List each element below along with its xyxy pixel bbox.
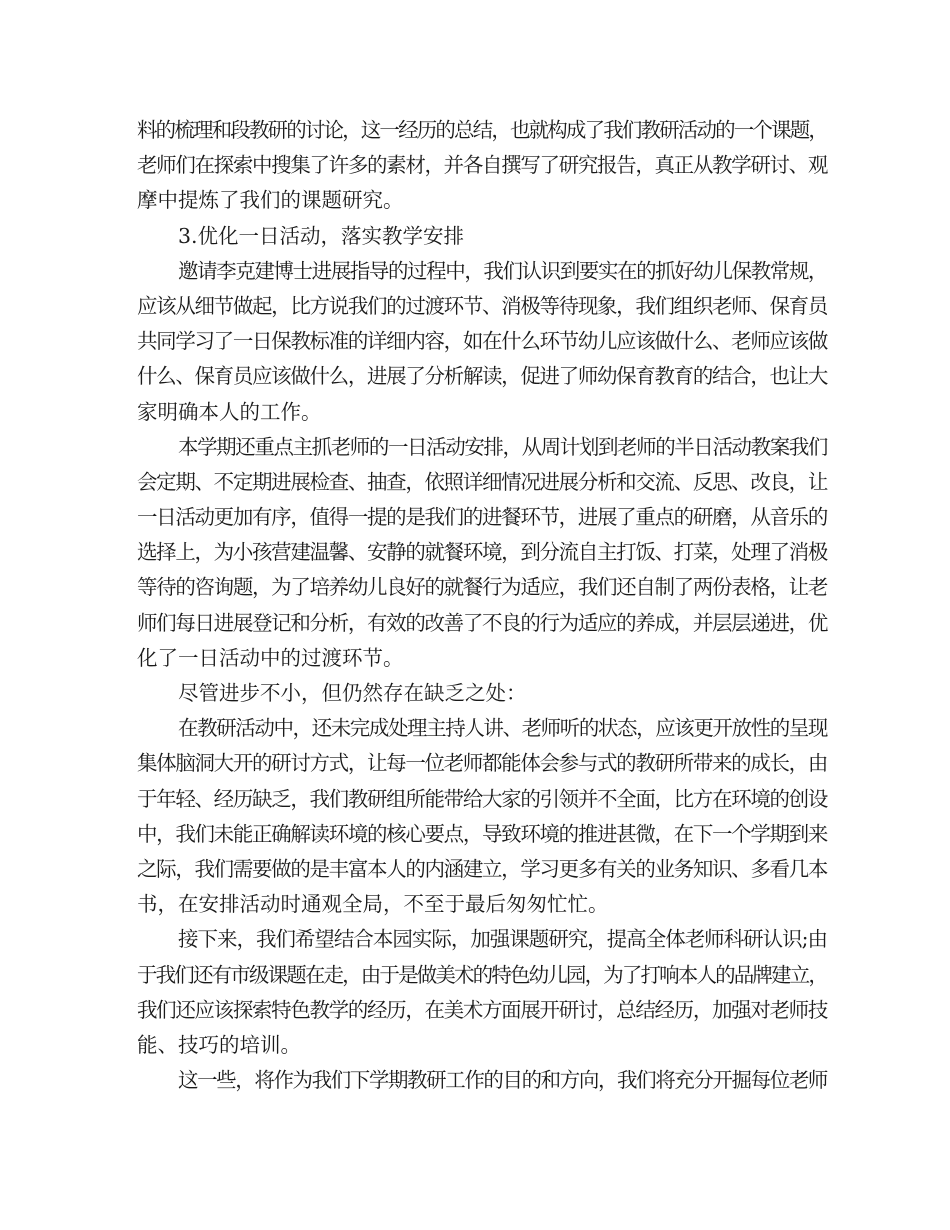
text-line: 什么、保育员应该做什么，进展了分析解读，促进了师幼保育教育的结合，也让大 (137, 364, 827, 389)
text-line: 于年轻、经历缺乏，我们教研组所能带给大家的引领并不全面，比方在环境的创设 (137, 786, 827, 811)
text-line: 一日活动更加有序，值得一提的是我们的进餐环节，进展了重点的研磨，从音乐的 (137, 505, 827, 530)
text-line: 家明确本人的工作。 (137, 399, 322, 424)
text-line: 于我们还有市级课题在走，由于是做美术的特色幼儿园，为了打响本人的品牌建立， (137, 962, 827, 987)
text-line: 化了一日活动中的过渡环节。 (137, 645, 404, 670)
text-line: 选择上，为小孩营建温馨、安静的就餐环境，到分流自主打饭、打菜，处理了消极 (137, 540, 827, 565)
text-line: 老师们在探索中搜集了许多的素材，并各自撰写了研究报告，真正从教学研讨、观 (137, 153, 827, 178)
text-line: 书，在安排活动时通观全局，不至于最后匆匆忙忙。 (137, 892, 609, 917)
text-line: 共同学习了一日保教标准的详细内容，如在什么环节幼儿应该做什么、老师应该做 (137, 329, 827, 354)
text-line: 应该从细节做起，比方说我们的过渡环节、消极等待现象，我们组织老师、保育员 (137, 293, 827, 318)
text-line: 这一些，将作为我们下学期教研工作的目的和方向，我们将充分开掘每位老师 (178, 1068, 827, 1093)
text-line: 之际，我们需要做的是丰富本人的内涵建立，学习更多有关的业务知识、多看几本 (137, 856, 827, 881)
text-line: 等待的咨询题，为了培养幼儿良好的就餐行为适应，我们还自制了两份表格，让老 (137, 575, 827, 600)
text-line: 接下来，我们希望结合本园实际，加强课题研究，提高全体老师科研认识;由 (178, 927, 827, 952)
text-line: 料的梳理和段教研的讨论，这一经历的总结，也就构成了我们教研活动的一个课题， (137, 118, 827, 142)
document-body (137, 113, 827, 1098)
text-line: 集体脑洞大开的研讨方式，让每一位老师都能体会参与式的教研所带来的成长，由 (137, 751, 827, 776)
text-line: 能、技巧的培训。 (137, 1032, 301, 1057)
text-line: 摩中提炼了我们的课题研究。 (137, 188, 404, 213)
text-line: 在教研活动中，还未完成处理主持人讲、老师听的状态，应该更开放性的呈现 (178, 716, 827, 741)
text-line: 中，我们未能正确解读环境的核心要点，导致环境的推进甚微，在下一个学期到来 (137, 821, 827, 846)
text-line: 邀请李克建博士进展指导的过程中，我们认识到要实在的抓好幼儿保教常规， (178, 258, 827, 283)
text-line: 本学期还重点主抓老师的一日活动安排，从周计划到老师的半日活动教案我们 (178, 434, 827, 459)
text-line: 会定期、不定期进展检查、抽查，依照详细情况进展分析和交流、反思、改良，让 (137, 469, 827, 494)
text-line: 我们还应该探索特色教学的经历，在美术方面展开研讨，总结经历，加强对老师技 (137, 997, 827, 1022)
text-line: 3.优化一日活动，落实教学安排 (178, 223, 465, 248)
text-line: 尽管进步不小，但仍然存在缺乏之处： (178, 681, 527, 705)
text-line: 师们每日进展登记和分析，有效的改善了不良的行为适应的养成，并层层递进，优 (137, 610, 827, 635)
